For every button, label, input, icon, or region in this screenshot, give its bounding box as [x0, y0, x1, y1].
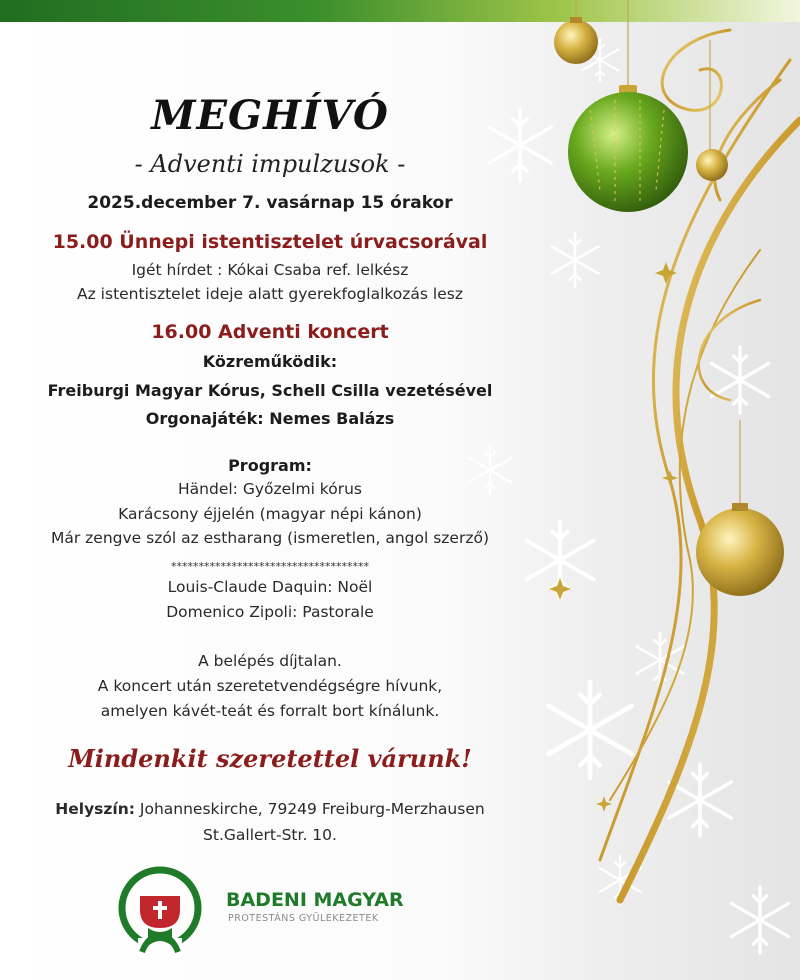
- contributors-label: Közreműködik:: [202, 352, 338, 371]
- organization-name: BADENI MAGYAR: [226, 889, 404, 911]
- top-green-bar: [0, 0, 800, 22]
- service-children-note: Az istentisztelet ideje alatt gyerekfoglalkozás lesz: [77, 285, 463, 303]
- gold-bauble-icon: [554, 17, 598, 64]
- location-label: Helyszín:: [55, 800, 135, 818]
- program-item: Händel: Győzelmi kórus: [178, 480, 362, 498]
- gold-swirl-icon: [600, 30, 800, 900]
- info-line: amelyen kávét-teát és forralt bort kínálunk.: [100, 702, 440, 720]
- choir-line: Freiburgi Magyar Kórus, Schell Csilla vezetésével: [47, 381, 493, 400]
- program-item: Már zengve szól az estharang (ismeretlen, angol szerző): [51, 529, 489, 547]
- service-heading: 15.00 Ünnepi istentisztelet úrvacsorával: [52, 231, 488, 253]
- info-line: A belépés díjtalan.: [198, 652, 342, 670]
- green-bauble-icon: [568, 85, 688, 212]
- location-address: Johanneskirche, 79249 Freiburg-Merzhausen: [134, 800, 485, 818]
- concert-heading: 16.00 Adventi koncert: [151, 321, 389, 343]
- program-label: Program:: [228, 456, 312, 475]
- invitation-title: MEGHÍVÓ: [151, 92, 389, 139]
- program-item: Karácsony éjjelén (magyar népi kánon): [118, 505, 422, 523]
- invitation-subtitle: - Adventi impulzusok -: [134, 150, 406, 178]
- info-line: A koncert után szeretetvendégségre hívunk,: [97, 677, 443, 695]
- service-preacher: Igét hírdet : Kókai Csaba ref. lelkész: [131, 261, 409, 279]
- location-street: St.Gallert-Str. 10.: [203, 826, 337, 844]
- location-line: [0, 800, 540, 818]
- program-separator: ************************************: [171, 560, 369, 573]
- star-icon: [549, 262, 678, 812]
- welcome-slogan: Mindenkit szeretettel várunk!: [68, 744, 472, 773]
- organ-program-item: Domenico Zipoli: Pastorale: [166, 603, 374, 621]
- organization-subname: PROTESTÁNS GYÜLEKEZETEK: [228, 913, 379, 924]
- organ-program-item: Louis-Claude Daquin: Noël: [167, 578, 373, 596]
- church-logo-icon: [118, 866, 218, 966]
- organ-line: Orgonajáték: Nemes Balázs: [145, 409, 395, 428]
- gold-bauble-icon: [696, 149, 784, 596]
- event-date: 2025.december 7. vasárnap 15 órakor: [87, 193, 453, 213]
